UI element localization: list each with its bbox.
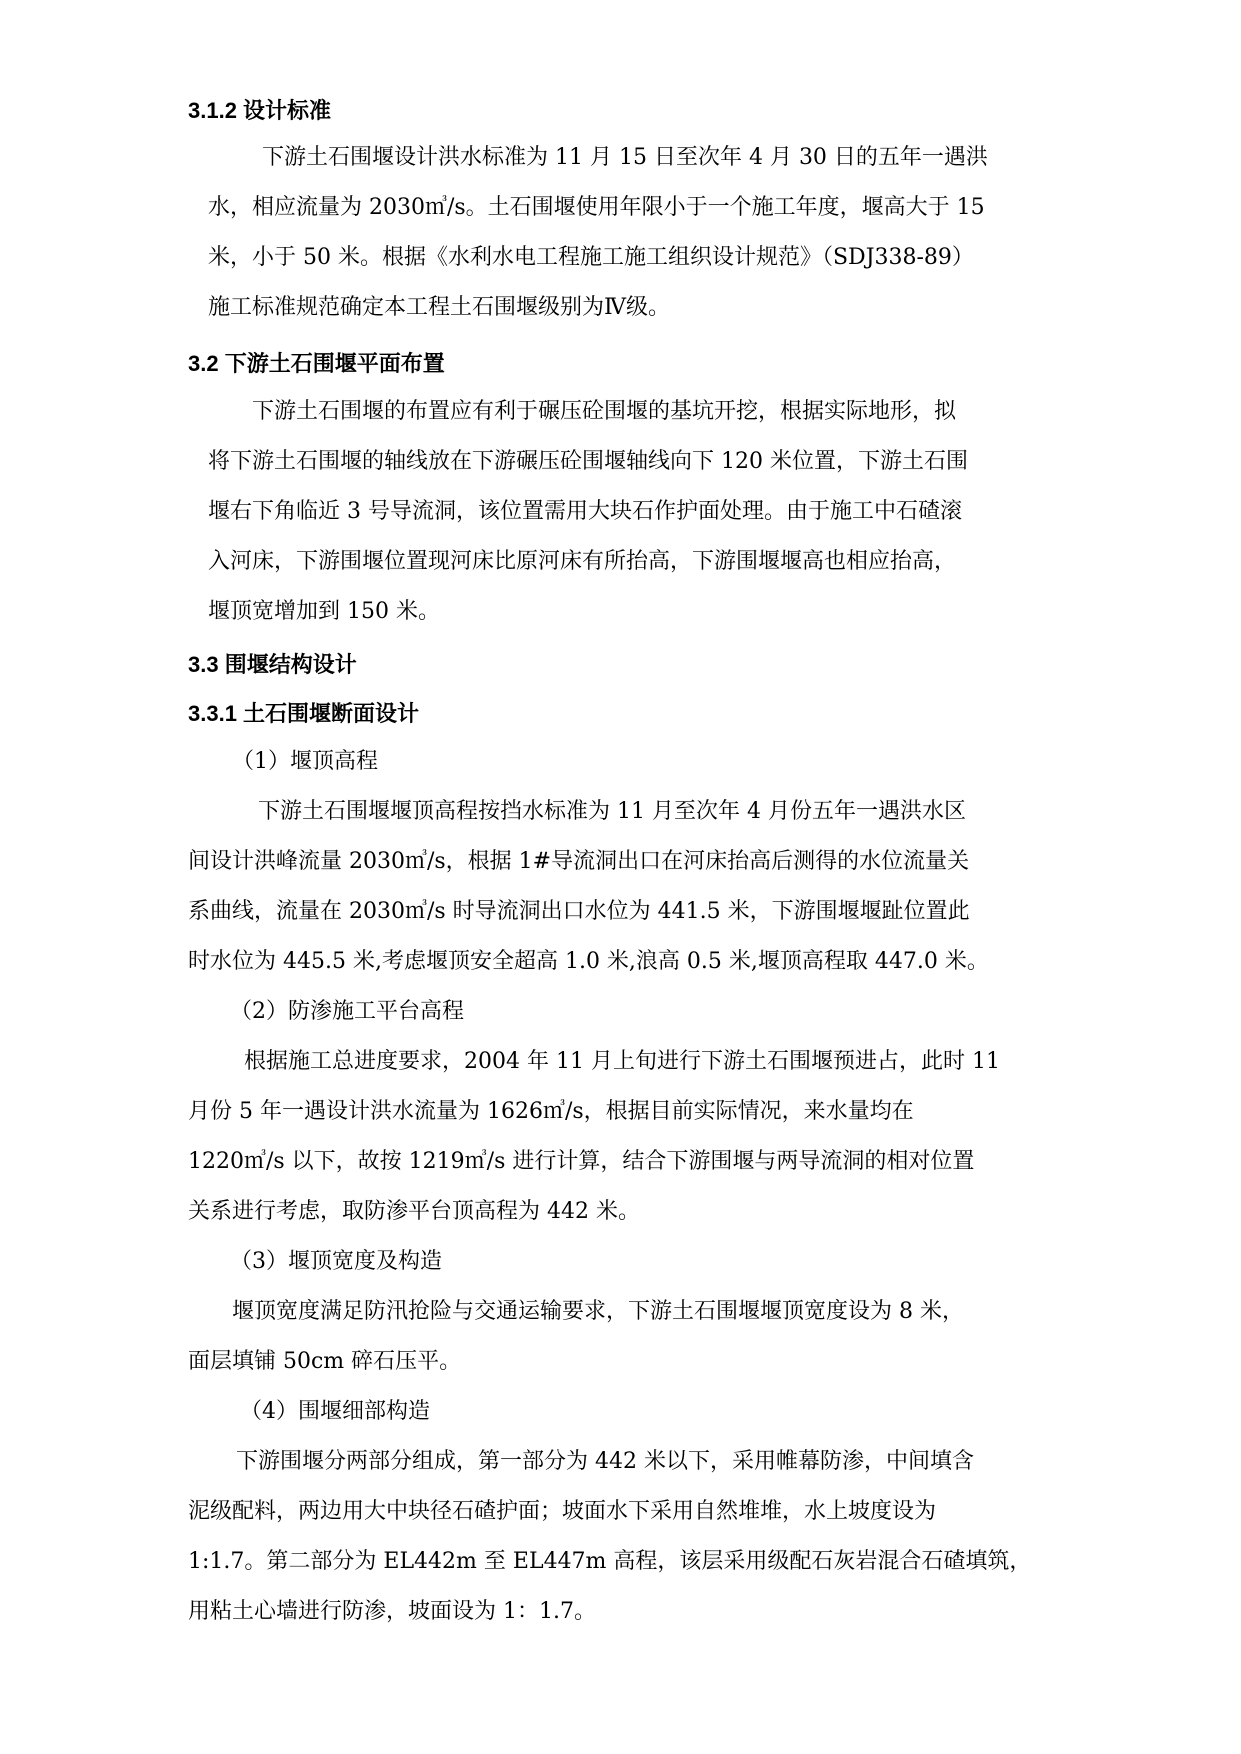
paragraph-line: 用粘土心墙进行防渗，坡面设为 1：1.7。 [188,1599,596,1624]
heading-3-3: 3.3 围堰结构设计 [188,652,357,677]
paragraph-line: 关系进行考虑，取防渗平台顶高程为 442 米。 [188,1199,640,1224]
paragraph-line: 间设计洪峰流量 2030㎥/s，根据 1#导流洞出口在河床抬高后测得的水位流量关 [188,849,970,874]
paragraph-line: 时水位为 445.5 米,考虑堰顶安全超高 1.0 米,浪高 0.5 米,堰顶高程取 447.0 米。 [188,949,989,974]
item-title-crest-elevation: （1）堰顶高程 [232,749,378,774]
paragraph-line: 堰右下角临近 3 号导流洞，该位置需用大块石作护面处理。由于施工中石碴滚 [208,499,962,524]
paragraph-line: 下游土石围堰的布置应有利于碾压砼围堰的基坑开挖，根据实际地形，拟 [252,399,957,424]
heading-3-1-2: 3.1.2 设计标准 [188,98,332,123]
paragraph-line: 米，小于 50 米。根据《水利水电工程施工施工组织设计规范》（SDJ338-89） [208,245,974,270]
paragraph-line: 月份 5 年一遇设计洪水流量为 1626㎥/s，根据目前实际情况，来水量均在 [188,1099,914,1124]
paragraph-line: 根据施工总进度要求，2004 年 11 月上旬进行下游土石围堰预进占，此时 11 [244,1049,1000,1074]
heading-3-2: 3.2 下游土石围堰平面布置 [188,351,445,376]
item-title-crest-width: （3）堰顶宽度及构造 [230,1249,442,1274]
item-title-detail-structure: （4）围堰细部构造 [240,1399,430,1424]
paragraph-line: 将下游土石围堰的轴线放在下游碾压砼围堰轴线向下 120 米位置，下游土石围 [208,449,968,474]
heading-3-3-1: 3.3.1 土石围堰断面设计 [188,701,420,726]
paragraph-line: 堰顶宽增加到 150 米。 [208,599,440,624]
paragraph-line: 1220㎥/s 以下，故按 1219㎥/s 进行计算，结合下游围堰与两导流洞的相对位置 [188,1149,975,1174]
paragraph-line: 系曲线，流量在 2030㎥/s 时导流洞出口水位为 441.5 米，下游围堰堰趾位置此 [188,899,970,924]
paragraph-line: 1:1.7。第二部分为 EL442m 至 EL447m 高程，该层采用级配石灰岩混合石碴填筑， [188,1549,1032,1574]
paragraph-line: 堰顶宽度满足防汛抢险与交通运输要求，下游土石围堰堰顶宽度设为 8 米， [232,1299,964,1324]
paragraph-line: 下游围堰分两部分组成，第一部分为 442 米以下，采用帷幕防渗，中间填含 [236,1449,974,1474]
paragraph-line: 泥级配料，两边用大中块径石碴护面；坡面水下采用自然堆堆，水上坡度设为 [188,1499,937,1524]
paragraph-line: 入河床，下游围堰位置现河床比原河床有所抬高，下游围堰堰高也相应抬高， [208,549,957,574]
paragraph-line: 水，相应流量为 2030㎥/s。土石围堰使用年限小于一个施工年度，堰高大于 15 [208,195,985,220]
item-title-seepage-platform: （2）防渗施工平台高程 [230,999,464,1024]
paragraph-line: 下游土石围堰设计洪水标准为 11 月 15 日至次年 4 月 30 日的五年一遇洪 [262,145,988,170]
paragraph-line: 下游土石围堰堰顶高程按挡水标准为 11 月至次年 4 月份五年一遇洪水区 [258,799,966,824]
paragraph-line: 施工标准规范确定本工程土石围堰级别为Ⅳ级。 [208,295,670,320]
paragraph-line: 面层填铺 50cm 碎石压平。 [188,1349,462,1374]
